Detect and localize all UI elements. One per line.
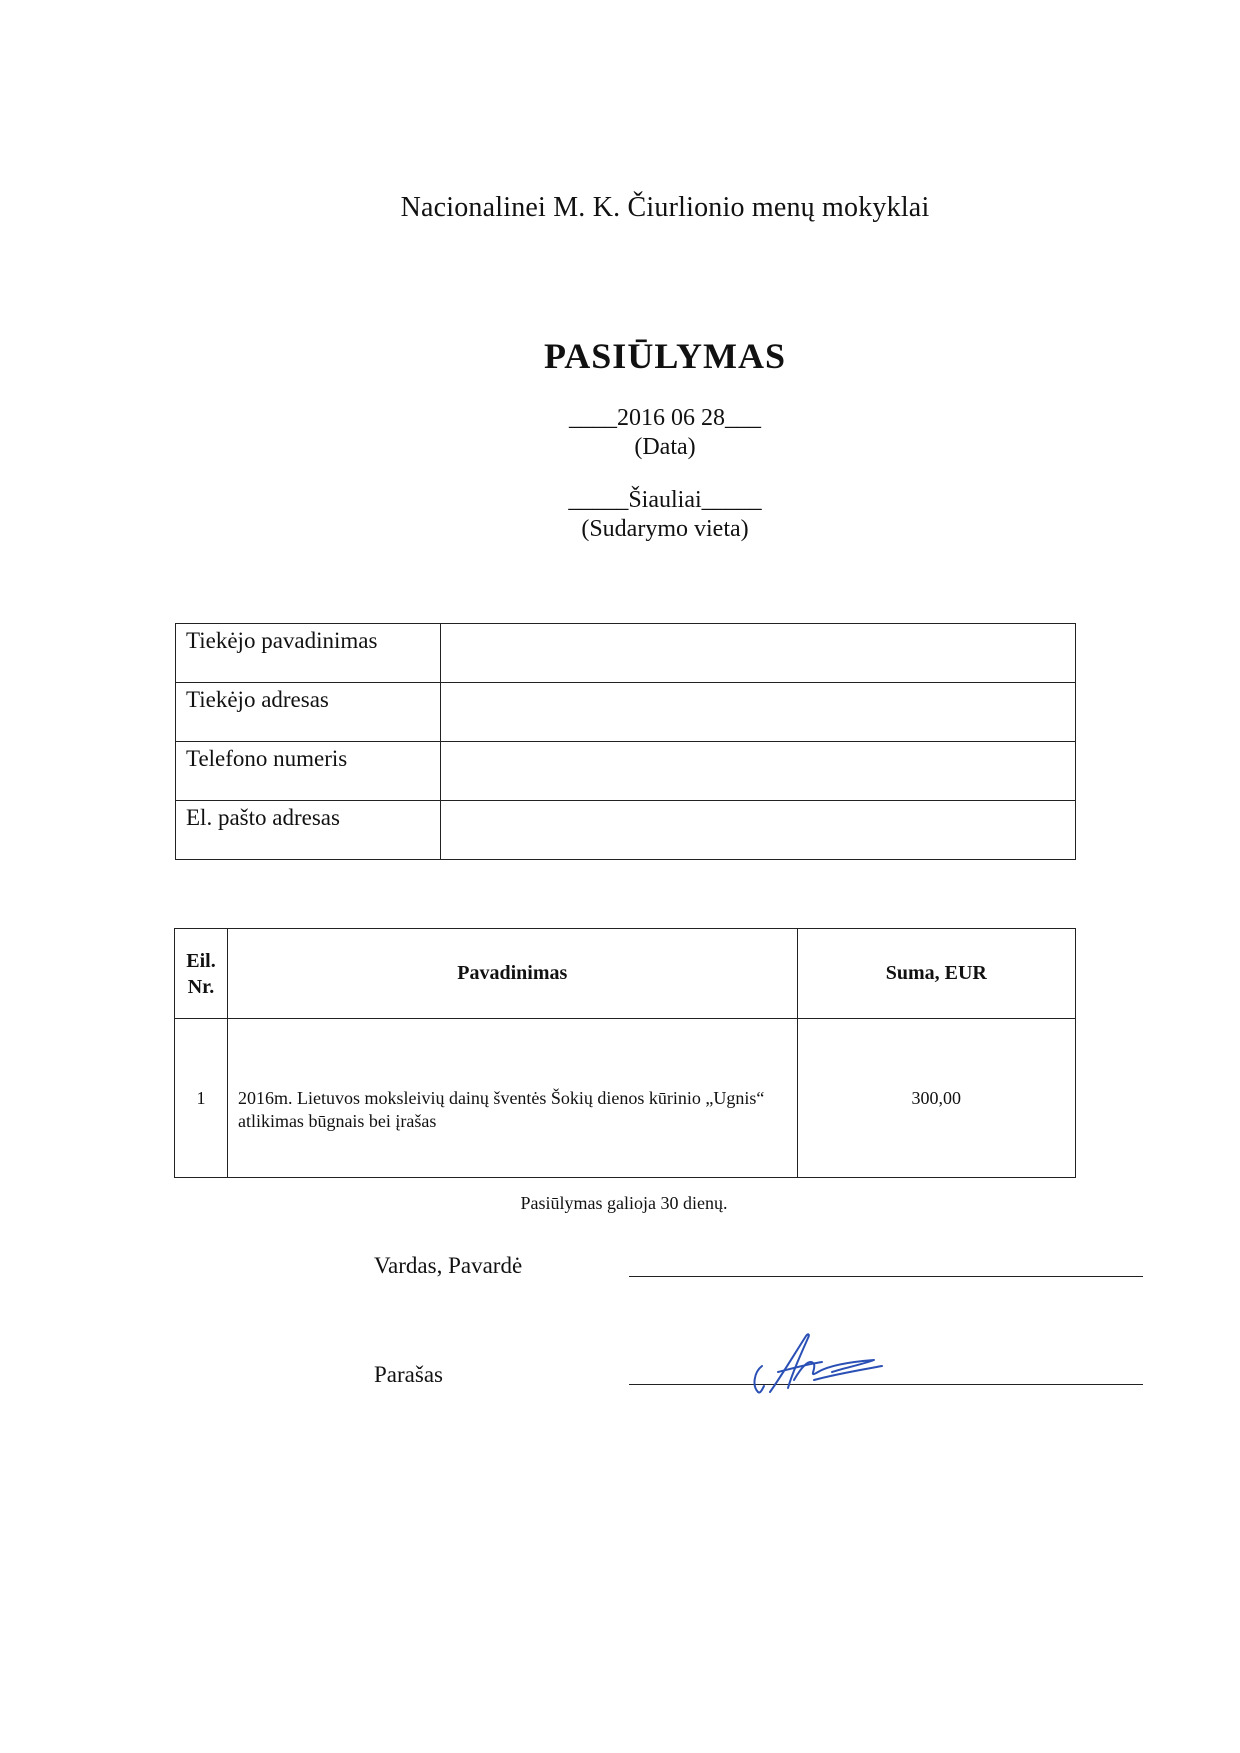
supplier-email-label: El. pašto adresas <box>176 801 441 860</box>
item-nr: 1 <box>196 1088 206 1108</box>
validity-note: Pasiūlymas galioja 30 dienų. <box>520 1193 728 1213</box>
supplier-row-name <box>176 624 1076 683</box>
supplier-name-value <box>441 624 1076 683</box>
supplier-row-phone <box>176 742 1076 801</box>
offer-items-table <box>174 928 1076 1178</box>
supplier-row-email <box>176 801 1076 860</box>
item-name-cell <box>227 1019 797 1178</box>
table-row <box>175 1019 1076 1178</box>
name-line <box>629 1276 1143 1277</box>
items-header-row <box>175 929 1076 1019</box>
date-caption: (Data) <box>634 434 696 460</box>
item-sum-cell <box>797 1019 1075 1178</box>
document-title: PASIŪLYMAS <box>543 336 787 376</box>
item-nr-cell <box>175 1019 228 1178</box>
header-nr-line2: Nr. <box>187 975 215 998</box>
supplier-phone-label: Telefono numeris <box>176 742 441 801</box>
header-sum: Suma, EUR <box>797 929 1075 1019</box>
name-label: Vardas, Pavardė <box>374 1253 523 1278</box>
supplier-address-value <box>441 683 1076 742</box>
place-caption: (Sudarymo vieta) <box>581 516 749 542</box>
supplier-info-table <box>175 623 1076 860</box>
supplier-row-address <box>176 683 1076 742</box>
item-name: 2016m. Lietuvos moksleivių dainų šventės Šokių dienos kūrinio „Ugnis“ atlikimas būgnais bei įrašas <box>237 1088 765 1131</box>
header-name: Pavadinimas <box>227 929 797 1019</box>
header-nr <box>175 929 228 1019</box>
recipient-line: Nacionalinei M. K. Čiurlionio menų mokyklai <box>400 192 930 223</box>
item-sum: 300,00 <box>911 1088 962 1108</box>
place-value: _____Šiauliai_____ <box>568 487 762 513</box>
supplier-name-label: Tiekėjo pavadinimas <box>176 624 441 683</box>
header-nr-line1: Eil. <box>186 949 216 972</box>
supplier-phone-value <box>441 742 1076 801</box>
date-value: ____2016 06 28___ <box>569 405 761 431</box>
supplier-address-label: Tiekėjo adresas <box>176 683 441 742</box>
signature-label: Parašas <box>374 1362 443 1387</box>
supplier-email-value <box>441 801 1076 860</box>
handwritten-signature <box>748 1328 908 1398</box>
